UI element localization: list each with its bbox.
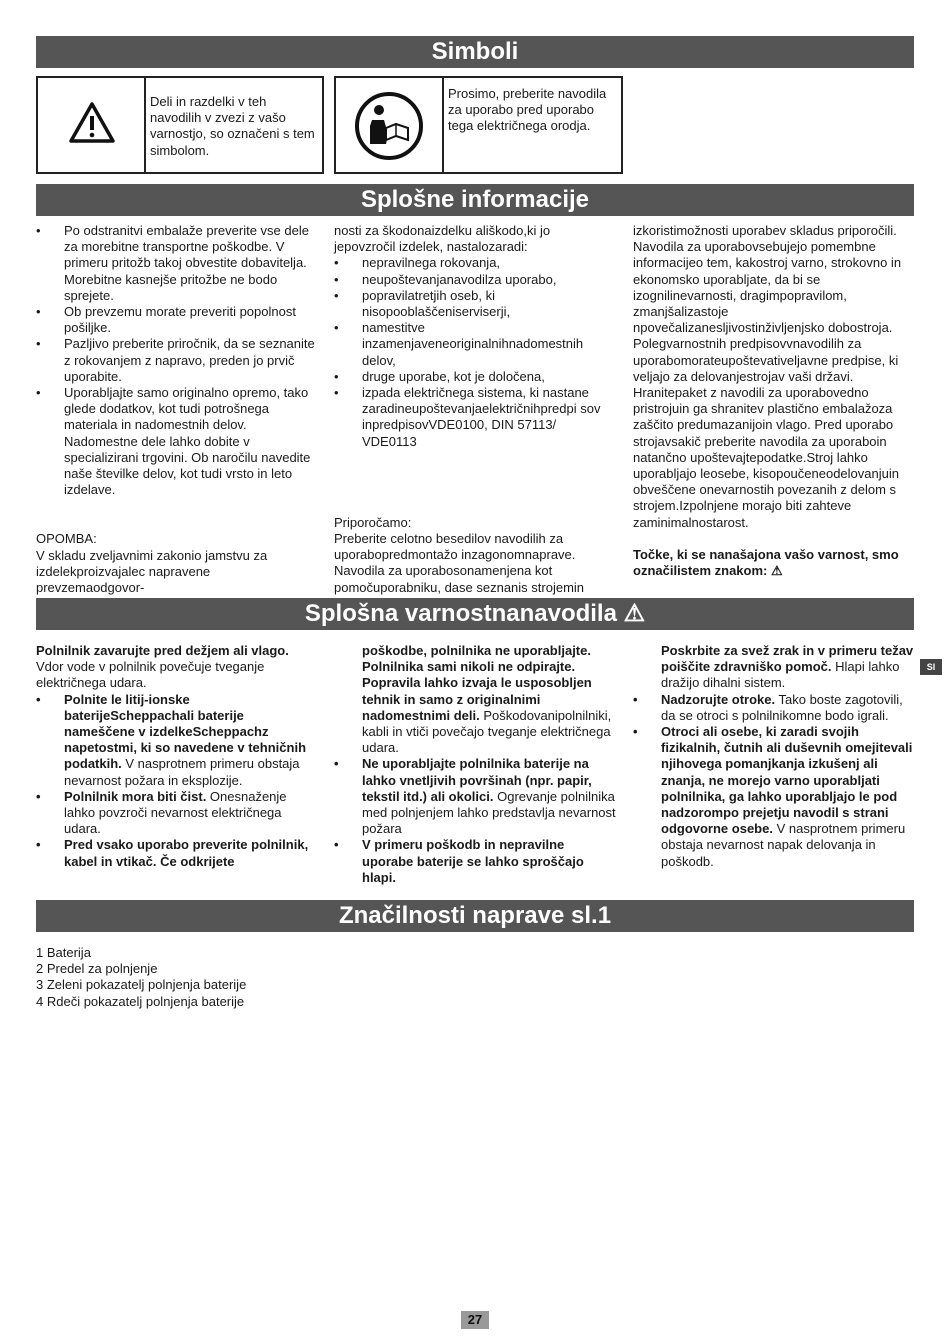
liability-bullet-item xyxy=(334,288,612,320)
liability-bullet-item xyxy=(334,320,612,369)
general-bullet-item xyxy=(36,304,318,336)
general-bullet-item xyxy=(36,223,318,304)
feature-item: 4 Rdeči pokazatelj polnjenja baterije xyxy=(36,993,245,1009)
general-bullet-text: Pazljivo preberite priročnik, da se seznanite z rokovanjem z napravo, preden jo prvič uporabite. xyxy=(64,336,315,384)
recommend-title: Priporočamo: xyxy=(334,514,412,530)
bullet-marker: • xyxy=(334,271,339,287)
safety-bullet-item xyxy=(633,691,915,724)
safety-bullet-item xyxy=(334,837,616,886)
bullet-marker: • xyxy=(36,304,41,320)
safety-plain-text: Poškodovanipolnilniki, kabli in vtiči povečajo tveganje električnega udara. xyxy=(362,707,612,756)
bullet-marker: • xyxy=(334,255,339,271)
safety-plain-text: Onesnaženje lahko povzroči nevarnost električnega udara. xyxy=(64,788,287,837)
general-bullet-text: Po odstranitvi embalaže preverite vse dele za morebitne transportne poškodbe. V primeru pritožb takoj obvestite dobavitelja. Morebitne kasnejše pritožbe ne bodo sprejete. xyxy=(64,223,309,303)
page-number: 27 xyxy=(461,1311,489,1329)
bullet-marker: • xyxy=(334,837,339,853)
features-list xyxy=(36,945,246,1010)
liability-bullet-text: nepravilnega rokovanja, xyxy=(362,255,501,271)
general-bullet-item xyxy=(36,385,318,498)
symbols-heading: Simboli xyxy=(36,36,914,68)
general-column-1 xyxy=(36,223,318,596)
general-col2-intro: nosti za škodonaizdelku ališkodo,ki jo jepovzročil izdelek, nastalozaradi: xyxy=(334,223,551,255)
liability-bullet-text: neupoštevanjanavodilza uporabo, xyxy=(362,271,557,287)
safety-column-2 xyxy=(334,643,616,886)
safety-bullet-item xyxy=(36,789,318,838)
liability-bullet-list xyxy=(334,255,612,449)
features-heading: Značilnosti naprave sl.1 xyxy=(36,900,914,932)
bullet-marker: • xyxy=(334,287,339,303)
safety-bullet-item xyxy=(36,692,318,789)
bullet-marker: • xyxy=(36,223,41,238)
liability-bullet-item xyxy=(334,255,612,271)
bullet-marker: • xyxy=(36,385,41,401)
general-column-3 xyxy=(633,223,915,579)
read-manual-icon xyxy=(336,78,442,172)
warning-symbol-box xyxy=(36,76,324,174)
safety-bold-text: Poskrbite za svež zrak in v primeru težav poiščite zdravniško pomoč. xyxy=(661,643,914,675)
general-info-heading: Splošne informacije xyxy=(36,184,914,216)
bullet-marker: • xyxy=(36,691,41,707)
safety-plain-text: V nasprotnem primeru obstaja nevarnost napak delovanja in poškodb. xyxy=(661,821,906,869)
liability-bullet-item xyxy=(334,369,612,385)
safety-bullet-item xyxy=(334,756,616,837)
bullet-marker: • xyxy=(334,368,339,384)
safety-bold-text: Pred vsako uporabo preverite polnilnik, kabel in vtikač. Če odkrijete xyxy=(64,837,309,869)
safety-marker-note xyxy=(633,547,915,579)
manual-symbol-box xyxy=(334,76,623,174)
note-title: OPOMBA: xyxy=(36,531,97,547)
recommend-text: Preberite celotno besedilov navodilih za uporabopredmontažo inzagonomnaprave. Navodila za uporabosonamenjena kot pomočuporabniku, dase seznanis strojemin xyxy=(334,531,585,595)
liability-bullet-text: popravilatretjih oseb, ki nisopooblaščeniserviserji, xyxy=(362,287,511,320)
bullet-marker: • xyxy=(334,385,339,401)
safety-bold-text: Polnite le litij-ionske baterijeScheppachali baterije nameščene v izdelkeScheppachz napetostmi, ki so navedene v tehničnih podatkih. xyxy=(64,691,307,772)
warning-triangle-icon: ⚠ xyxy=(771,563,783,579)
safety-column-3 xyxy=(633,643,915,870)
safety-bold-text: Otroci ali osebe, ki zaradi svojih fizikalnih, čutnih ali duševnih omejitevali njihovega pomanjkanja izkušenj ali znanja, ne morejo varno uporabljati polnilnika, ga lahko uporabljajo le pod nadzorompo prejetju navodil s strani odgovorne osebe. xyxy=(661,724,913,837)
safety-bold-text: Polnilnik zavarujte pred dežjem ali vlago. xyxy=(36,643,289,658)
warning-triangle-icon xyxy=(38,78,146,172)
safety-bullet-item xyxy=(36,837,318,869)
safety-bullet-item xyxy=(633,724,915,870)
bullet-marker: • xyxy=(36,336,41,352)
safety-bold-text: Nadzorujte otroke. xyxy=(661,691,776,707)
bullet-marker: • xyxy=(334,756,339,772)
safety-plain-text: V nasprotnem primeru obstaja nevarnost požara in eksplozije. xyxy=(64,756,300,788)
safety-heading xyxy=(36,598,914,630)
safety-bold-text: Polnilnik mora biti čist. xyxy=(64,788,207,804)
general-bullet-text: Uporabljajte samo originalno opremo, tako glede dodatkov, kot tudi potrošnega materiala in nadomestnih delov. Nadomestne dele lahko dobite v specializirani trgovini. Ob naročilu navedite naše številke delov, kot tudi vrsto in leto izdelave. xyxy=(64,385,311,498)
safety-plain-text: Hlapi lahko dražijo dihalni sistem. xyxy=(661,659,900,691)
safety-heading-text: Splošna varnostnanavodila xyxy=(304,600,617,627)
safety-marker-text: Točke, ki se nanašajona vašo varnost, smo označilistem znakom: xyxy=(633,546,899,579)
note-text: V skladu zveljavnimi zakonio jamstvu za izdelekproizvajalec napravene prevzemaodgovor- xyxy=(36,547,268,596)
safety-paragraph xyxy=(362,643,616,756)
bullet-marker: • xyxy=(633,691,638,707)
bullet-marker: • xyxy=(36,837,41,853)
liability-bullet-text: namestitve inzamenjaveneoriginalnihnadomestnih delov, xyxy=(362,320,584,368)
feature-item: 3 Zeleni pokazatelj polnjenja baterije xyxy=(36,977,247,993)
bullet-marker: • xyxy=(36,788,41,804)
safety-bold-text: poškodbe, polnilnika ne uporabljajte. Polnilnika sami nikoli ne odpirajte. Popravila lahko izvaja le usposobljen tehnik in samo z originalnimi nadomestnimi deli. xyxy=(362,643,592,723)
liability-bullet-text: druge uporabe, kot je določena, xyxy=(362,368,545,384)
safety-bold-text: Ne uporabljajte polnilnika baterije na lahko vnetljivih površinah (npr. papir, tekstil itd.) ali okolici. xyxy=(362,756,592,804)
warning-triangle-icon: ⚠ xyxy=(623,600,646,627)
manual-icon-cell xyxy=(336,78,444,172)
general-bullet-list xyxy=(36,223,318,498)
general-col3-text: izkoristimožnosti uporabev skladus priporočili. Navodila za uporabovsebujejo pomembne informacijeo tem, kakostroj varno, strokovno in ekonomsko uporabljate, da bi se izognilinevarnosti, dragimpopravilom, zmanjšalizastoje npovečalizanesljivostinživljenjsko dobostroja. Polegvarnostnih predpisovvnavodilih za uporabomorateupoštevativeljavne predpise, ki veljajo za delovanjestrojav vaši državi. Hranitepaket z navodili za uporabovedno pristrojuin ga shranitev plastično embalažoza zaščito predumazanijoin vlago. Pred uporabo strojavsakič preberite navodila za uporaboin natančno upoštevajtepodatke.Stroj lahko uporabljajo leosebe, kisopoučeneodelovanjuin obveščene onevarnostih povezanih z delom s strojem.Izpolnjene morajo biti zahteve zaminimalnostarost. xyxy=(633,223,902,530)
general-bullet-item xyxy=(36,336,318,385)
language-tab: Sl xyxy=(920,659,942,675)
bullet-marker: • xyxy=(334,320,339,336)
warning-symbol-text: Deli in razdelki v teh navodilih v zvezi z vašo varnostjo, so označeni s tem simbolom. xyxy=(150,94,315,158)
safety-plain-text: Tako boste zagotovili, da se otroci s polnilnikomne bodo igrali. xyxy=(661,691,903,723)
liability-bullet-text: izpada električnega sistema, ki nastane zaradineupoštevanjaelektričnihpredpi sov inpredpisovVDE0100, DIN 57113/ VDE0113 xyxy=(362,385,601,449)
safety-paragraph xyxy=(661,643,915,692)
safety-paragraph xyxy=(36,643,318,692)
bullet-marker: • xyxy=(633,724,638,740)
manual-symbol-text: Prosimo, preberite navodila za uporabo pred uporabo tega električnega orodja. xyxy=(448,86,607,134)
safety-column-1 xyxy=(36,643,318,870)
safety-plain-text: Ogrevanje polnilnika med polnjenjem lahko predstavlja nevarnost požara xyxy=(362,788,616,837)
safety-bold-text: V primeru poškodb in nepravilne uporabe baterije se lahko sproščajo hlapi. xyxy=(362,837,584,885)
general-bullet-text: Ob prevzemu morate preveriti popolnost pošiljke. xyxy=(64,304,296,336)
general-column-2 xyxy=(334,223,612,596)
liability-bullet-item xyxy=(334,272,612,288)
warning-icon-cell xyxy=(38,78,146,172)
liability-bullet-item xyxy=(334,385,612,450)
feature-item: 1 Baterija xyxy=(36,945,91,960)
feature-item: 2 Predel za polnjenje xyxy=(36,961,158,977)
safety-plain-text: Vdor vode v polnilnik povečuje tveganje električnega udara. xyxy=(36,659,265,691)
